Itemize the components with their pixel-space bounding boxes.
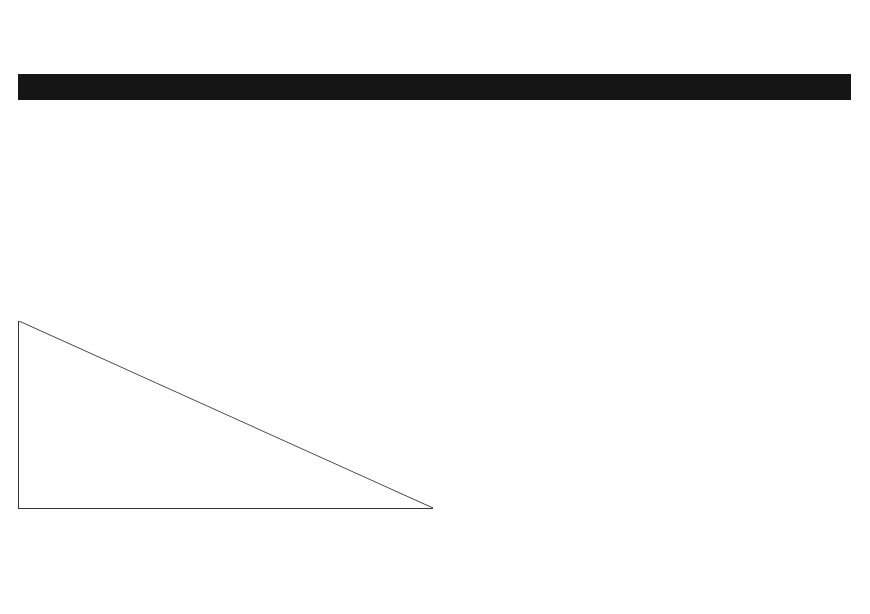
page-title	[18, 74, 851, 100]
empty-area-cross	[18, 321, 433, 509]
cross-lines	[19, 321, 433, 508]
